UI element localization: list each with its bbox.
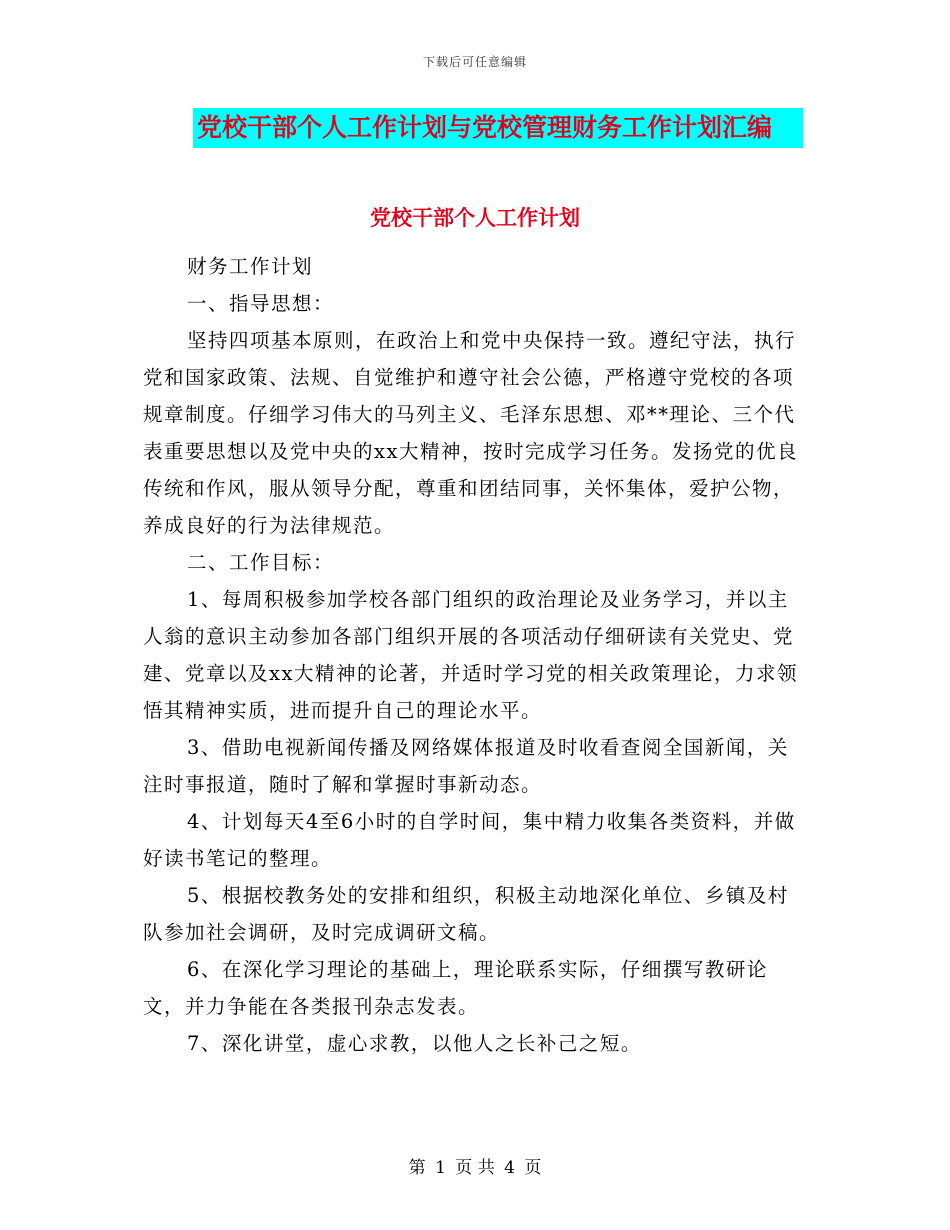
page-number-footer	[0, 1153, 950, 1178]
header-note: 下载后可任意编辑	[422, 55, 527, 69]
page-label-prefix: 第	[408, 1158, 426, 1178]
main-title: 党校干部个人工作计划与党校管理财务工作计划汇编	[193, 108, 803, 148]
paragraph: 7、深化讲堂，虚心求教，以他人之长补己之短。	[187, 1032, 642, 1055]
sub-title: 党校干部个人工作计划	[370, 205, 580, 230]
page-label-middle: 页 共	[455, 1158, 495, 1178]
paragraph: 4、计划每天4至6小时的自学时间，集中精力收集各类资料，并做好读书笔记的整理。	[143, 810, 796, 870]
paragraph: 5、根据校教务处的安排和组织，积极主动地深化单位、乡镇及村队参加社会调研，及时完成调研文稿。	[143, 884, 789, 944]
paragraph: 二、工作目标：	[187, 551, 335, 574]
page-total: 4	[504, 1158, 515, 1178]
paragraph: 6、在深化学习理论的基础上，理论联系实际，仔细撰写教研论文，并力争能在各类报刊杂志发表。	[143, 958, 768, 1018]
page-current: 1	[435, 1158, 446, 1178]
paragraph: 1、每周积极参加学校各部门组织的政治理论及业务学习，并以主人翁的意识主动参加各部门组织开展的各项活动仔细研读有关党史、党建、党章以及xx大精神的论著，并适时学习党的相关政策理论，力求领悟其精神实质，进而提升自己的理论水平。	[143, 588, 798, 722]
page-label-suffix: 页	[524, 1158, 542, 1178]
paragraph: 坚持四项基本原则，在政治上和党中央保持一致。遵纪守法，执行党和国家政策、法规、自觉维护和遵守社会公德，严格遵守党校的各项规章制度。仔细学习伟大的马列主义、毛泽东思想、邓**理论、三个代表重要思想以及党中央的xx大精神，按时完成学习任务。发扬党的优良传统和作风，服从领导分配，尊重和团结同事，关怀集体，爱护公物，养成良好的行为法律规范。	[143, 329, 798, 537]
document-body	[143, 248, 808, 1062]
paragraph: 财务工作计划	[187, 255, 314, 278]
main-title-container	[193, 108, 803, 148]
paragraph: 3、借助电视新闻传播及网络媒体报道及时收看查阅全国新闻，关注时事报道，随时了解和掌握时事新动态。	[143, 736, 789, 796]
paragraph: 一、指导思想：	[187, 292, 335, 315]
